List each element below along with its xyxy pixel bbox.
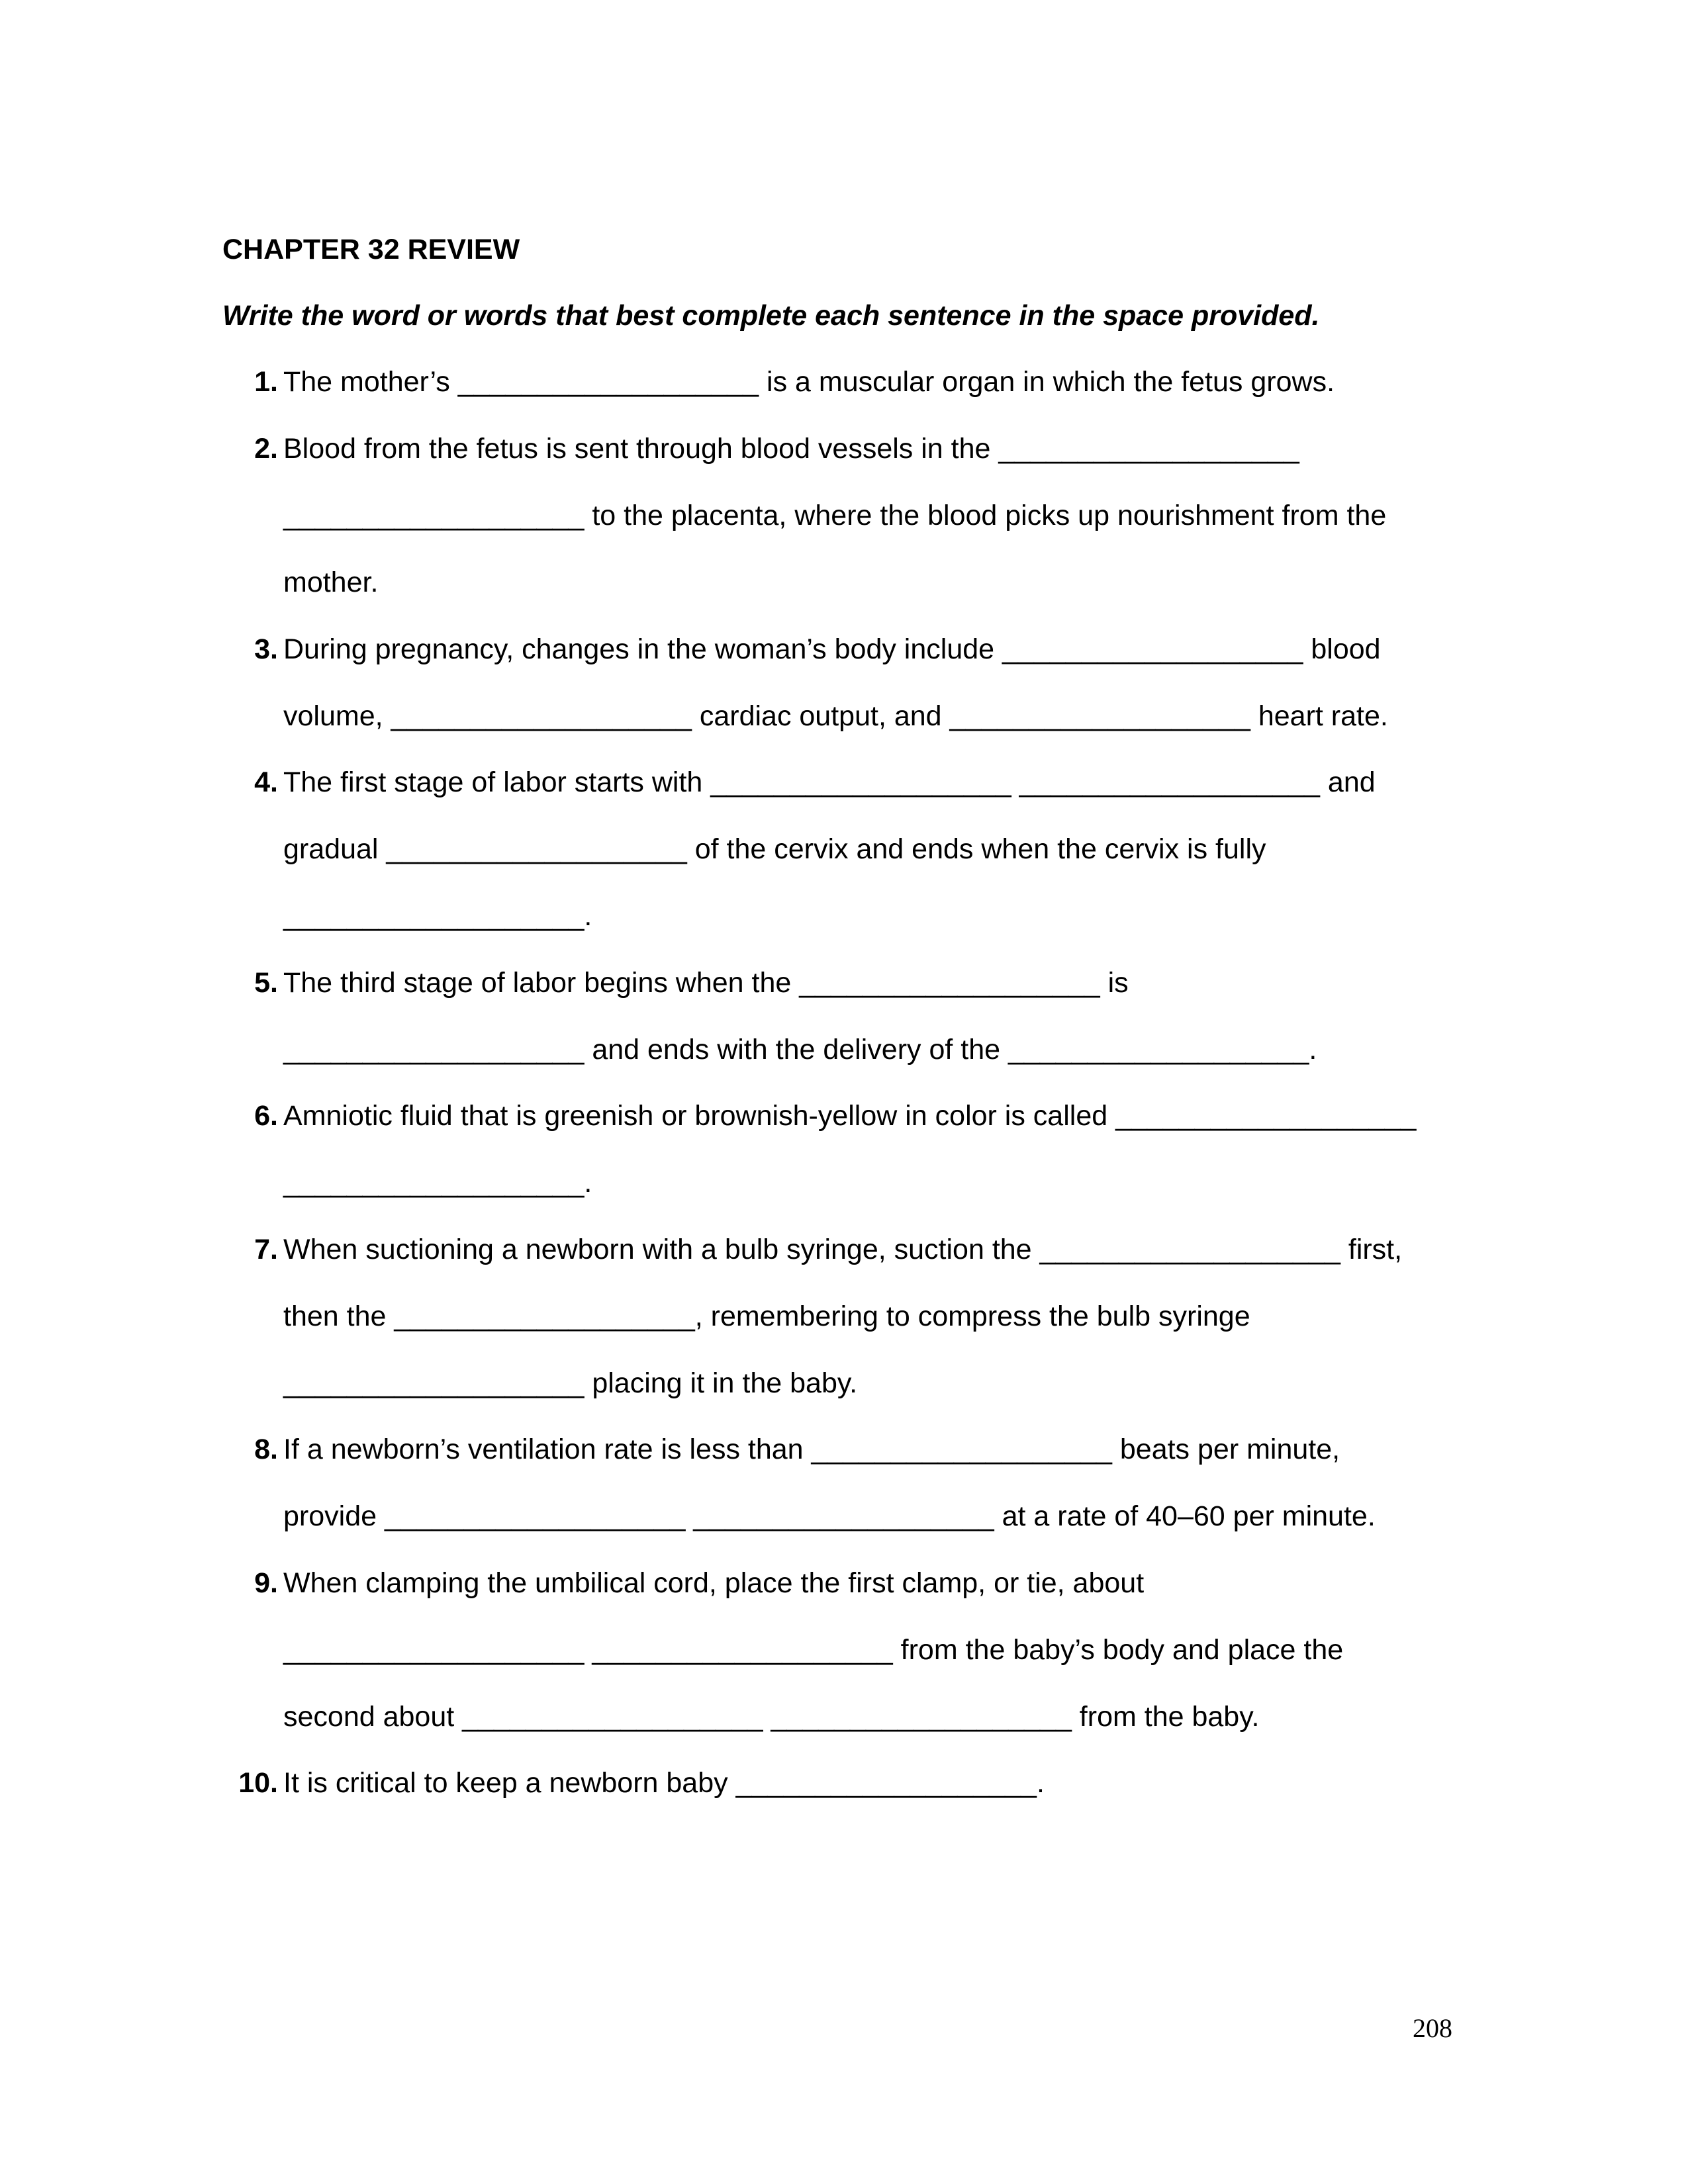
question-line	[283, 1299, 1250, 1334]
question-line	[283, 498, 1386, 533]
question-text: Amniotic fluid that is greenish or brownish-yellow in color is called ___________________	[283, 1100, 1417, 1132]
question-text: ___________________.	[283, 900, 592, 932]
question-line	[283, 832, 1266, 866]
chapter-title: CHAPTER 32 REVIEW	[222, 234, 520, 265]
question-text: provide ___________________ ___________________ at a rate of 40–60 per minute.	[283, 1500, 1376, 1532]
question-number: 4.	[254, 766, 278, 798]
question-text: then the ___________________, remembering to compress the bulb syringe	[283, 1300, 1250, 1332]
question-text: During pregnancy, changes in the woman’s body include ___________________ blood	[283, 633, 1381, 665]
question-line	[254, 1099, 1417, 1133]
question-line	[283, 899, 592, 933]
question-text: It is critical to keep a newborn baby ___________________.	[283, 1767, 1045, 1799]
question-text: gradual ___________________ of the cervix and ends when the cervix is fully	[283, 833, 1266, 865]
question-line	[254, 632, 1381, 666]
question-text: second about ___________________ ___________________ from the baby.	[283, 1701, 1260, 1733]
question-number: 3.	[254, 633, 278, 665]
question-number: 5.	[254, 967, 278, 999]
question-text: Blood from the fetus is sent through blood vessels in the ___________________	[283, 433, 1299, 465]
question-text: When clamping the umbilical cord, place the first clamp, or tie, about	[283, 1567, 1145, 1599]
question-line	[254, 966, 1129, 1000]
question-line	[283, 1499, 1376, 1533]
question-text: mother.	[283, 567, 379, 598]
question-text: ___________________ placing it in the baby.	[283, 1367, 858, 1399]
question-number: 8.	[254, 1433, 278, 1465]
page-number: 208	[1413, 2013, 1452, 2043]
instructions: Write the word or words that best complete each sentence in the space provided.	[222, 300, 1320, 332]
question-text: If a newborn’s ventilation rate is less than ___________________ beats per minute,	[283, 1433, 1340, 1465]
question-number: 1.	[254, 366, 278, 398]
question-line	[283, 1700, 1259, 1734]
question-line	[283, 1633, 1343, 1667]
question-line	[238, 1766, 1045, 1800]
question-text: ___________________ ___________________ from the baby’s body and place the	[283, 1634, 1344, 1666]
question-number: 2.	[254, 433, 278, 465]
question-line	[283, 1165, 592, 1200]
question-text: When suctioning a newborn with a bulb syringe, suction the ___________________ first,	[283, 1234, 1403, 1265]
question-line	[283, 1032, 1317, 1067]
question-line	[254, 365, 1335, 399]
question-line	[254, 1232, 1403, 1267]
question-text: The first stage of labor starts with ___________________ ___________________ and	[283, 766, 1376, 798]
question-text: The mother’s ___________________ is a muscular organ in which the fetus grows.	[283, 366, 1335, 398]
question-line	[283, 1366, 857, 1400]
question-line	[254, 1432, 1340, 1467]
question-line	[254, 432, 1299, 466]
question-text: ___________________ and ends with the delivery of the ___________________.	[283, 1034, 1317, 1066]
question-line	[283, 565, 378, 600]
question-number: 6.	[254, 1100, 278, 1132]
question-line	[283, 699, 1388, 733]
question-text: volume, ___________________ cardiac output, and ___________________ heart rate.	[283, 700, 1388, 732]
question-text: The third stage of labor begins when the ___________________ is	[283, 967, 1129, 999]
question-number: 10.	[238, 1767, 278, 1799]
question-line	[254, 765, 1376, 799]
question-text: ___________________ to the placenta, where the blood picks up nourishment from the	[283, 500, 1387, 531]
question-number: 9.	[254, 1567, 278, 1599]
question-number: 7.	[254, 1234, 278, 1265]
question-line	[254, 1566, 1145, 1600]
question-text: ___________________.	[283, 1167, 592, 1199]
